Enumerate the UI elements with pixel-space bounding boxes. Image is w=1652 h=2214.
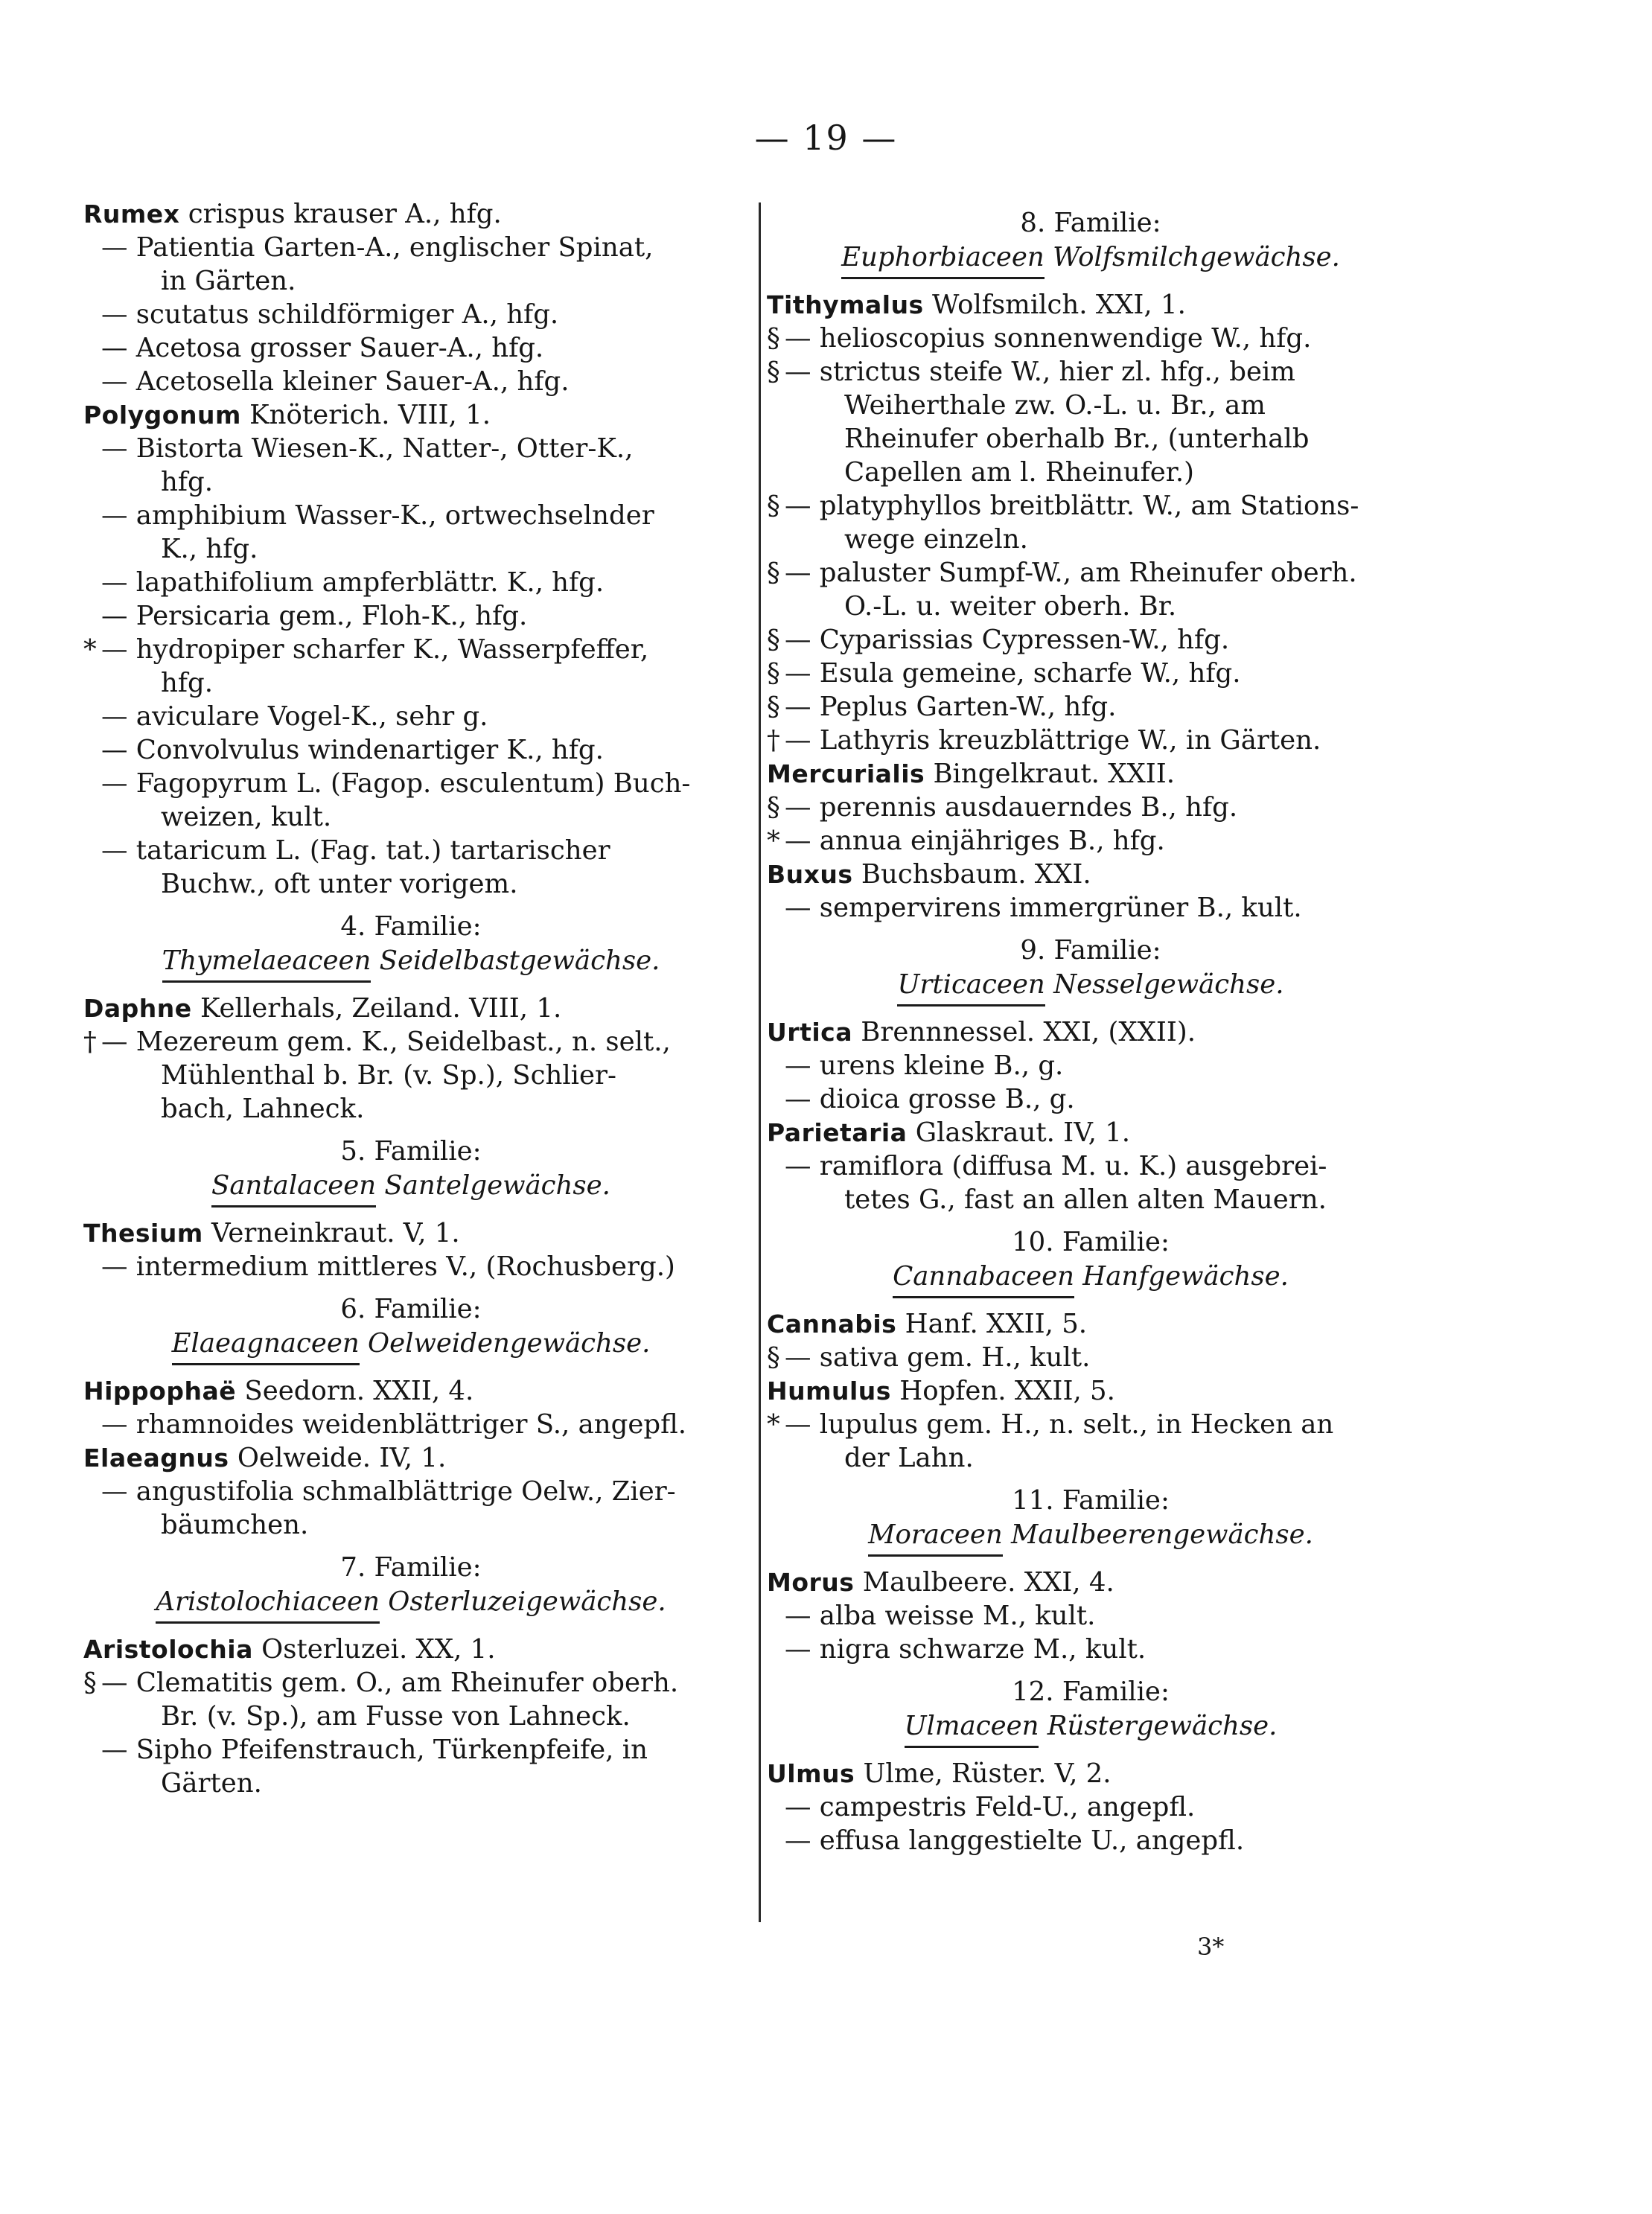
status-mark: § xyxy=(767,558,780,588)
genus-entry xyxy=(767,1566,1415,1599)
genus-name: Rumex xyxy=(83,200,180,229)
species-text: ramiflora (diffusa M. u. K.) ausgebrei- xyxy=(819,1151,1327,1181)
ditto-dash: — xyxy=(101,333,128,363)
column-divider xyxy=(759,202,761,1922)
species-text: Lathyris kreuzblättrige W., in Gärten. xyxy=(819,725,1321,756)
species-entry xyxy=(83,599,739,633)
status-mark: § xyxy=(767,625,780,655)
genus-description: Seedorn. XXII, 4. xyxy=(244,1376,474,1406)
ditto-dash: — xyxy=(101,634,128,665)
ditto-dash: — xyxy=(785,1792,811,1822)
genus-entry xyxy=(767,1307,1415,1341)
family-heading xyxy=(767,1517,1415,1557)
genus-name: Cannabis xyxy=(767,1309,897,1339)
continuation-line: Weiherthale zw. O.-L. u. Br., am xyxy=(844,390,1266,421)
genus-description: Glaskraut. IV, 1. xyxy=(915,1117,1131,1148)
ditto-dash: — xyxy=(101,1735,128,1765)
genus-description: Knöterich. VIII, 1. xyxy=(249,400,491,430)
family-german-name: Santelgewächse. xyxy=(384,1170,610,1201)
status-mark: § xyxy=(767,491,780,521)
species-entry xyxy=(83,1733,739,1767)
status-mark: § xyxy=(767,1342,780,1373)
genus-description: Hopfen. XXII, 5. xyxy=(899,1376,1115,1406)
species-text: Acetosa grosser Sauer-A., hfg. xyxy=(135,333,544,363)
genus-entry xyxy=(767,757,1415,791)
family-german-name: Hanfgewächse. xyxy=(1082,1261,1289,1292)
genus-description: Oelweide. IV, 1. xyxy=(237,1443,447,1473)
ditto-dash: — xyxy=(101,835,128,866)
ditto-dash: — xyxy=(785,357,811,387)
species-text: lapathifolium ampferblättr. K., hfg. xyxy=(135,567,605,598)
species-entry xyxy=(83,1666,739,1700)
species-text: aviculare Vogel-K., sehr g. xyxy=(135,701,488,732)
genus-name: Ulmus xyxy=(767,1759,855,1788)
genus-entry xyxy=(767,1757,1415,1790)
status-mark: § xyxy=(767,792,780,823)
status-mark: § xyxy=(767,357,780,387)
family-number: 8. Familie: xyxy=(1020,208,1161,238)
family-heading xyxy=(767,240,1415,279)
genus-entry xyxy=(83,1633,739,1666)
species-text: Esula gemeine, scharfe W., hfg. xyxy=(819,658,1241,689)
genus-name: Buxus xyxy=(767,860,853,889)
genus-description: crispus krauser A., hfg. xyxy=(188,199,502,229)
species-entry xyxy=(83,700,739,733)
status-mark: * xyxy=(767,826,780,856)
ditto-dash: — xyxy=(785,725,811,756)
status-mark: § xyxy=(767,692,780,722)
ditto-dash: — xyxy=(101,601,128,631)
species-entry xyxy=(83,331,739,365)
genus-name: Tithymalus xyxy=(767,290,924,319)
family-heading xyxy=(767,1709,1415,1748)
printer-signature: 3* xyxy=(1197,1933,1225,1961)
genus-entry xyxy=(83,197,739,231)
species-entry xyxy=(767,489,1415,523)
species-text: Sipho Pfeifenstrauch, Türkenpfeife, in xyxy=(135,1735,648,1765)
species-entry xyxy=(83,231,739,264)
family-heading xyxy=(83,1168,739,1208)
species-entry xyxy=(83,1475,739,1508)
species-text: Fagopyrum L. (Fagop. esculentum) Buch- xyxy=(135,768,691,799)
species-text: Convolvulus windenartiger K., hfg. xyxy=(135,735,604,765)
ditto-dash: — xyxy=(101,1251,128,1282)
family-heading xyxy=(83,1584,739,1624)
species-entry xyxy=(767,1599,1415,1633)
genus-name: Morus xyxy=(767,1568,855,1597)
family-number: 11. Familie: xyxy=(1012,1485,1170,1516)
ditto-dash: — xyxy=(785,1601,811,1631)
species-text: Patientia Garten-A., englischer Spinat, xyxy=(135,232,654,263)
family-heading xyxy=(83,943,739,983)
species-text: Bistorta Wiesen-K., Natter-, Otter-K., xyxy=(135,433,634,464)
status-mark: * xyxy=(83,634,97,665)
continuation-line: K., hfg. xyxy=(161,534,258,564)
status-mark: § xyxy=(767,323,780,354)
continuation-line: O.-L. u. weiter oberh. Br. xyxy=(844,591,1177,622)
species-text: Mezereum gem. K., Seidelbast., n. selt., xyxy=(135,1027,671,1057)
species-entry xyxy=(83,298,739,331)
family-latin-name: Urticaceen xyxy=(897,967,1045,1006)
genus-entry xyxy=(83,398,739,432)
continuation-line: Mühlenthal b. Br. (v. Sp.), Schlier- xyxy=(161,1060,617,1091)
genus-name: Humulus xyxy=(767,1376,891,1406)
species-entry xyxy=(767,1790,1415,1824)
family-latin-name: Ulmaceen xyxy=(905,1709,1039,1748)
species-entry xyxy=(767,556,1415,590)
genus-name: Hippophaë xyxy=(83,1376,237,1406)
genus-entry xyxy=(83,1216,739,1250)
ditto-dash: — xyxy=(785,1409,811,1440)
ditto-dash: — xyxy=(101,366,128,397)
family-latin-name: Euphorbiaceen xyxy=(841,240,1045,279)
ditto-dash: — xyxy=(101,1668,128,1698)
genus-name: Aristolochia xyxy=(83,1635,253,1664)
species-text: rhamnoides weidenblättriger S., angepfl. xyxy=(135,1409,687,1440)
genus-entry xyxy=(767,1015,1415,1049)
family-german-name: Rüstergewächse. xyxy=(1047,1711,1278,1741)
family-number: 5. Familie: xyxy=(340,1136,482,1167)
ditto-dash: — xyxy=(785,1084,811,1114)
species-entry xyxy=(767,355,1415,389)
species-entry xyxy=(767,657,1415,690)
genus-name: Elaeagnus xyxy=(83,1443,229,1473)
continuation-line: weizen, kult. xyxy=(161,802,332,832)
ditto-dash: — xyxy=(785,625,811,655)
species-entry xyxy=(83,1250,739,1283)
continuation-line: Rheinufer oberhalb Br., (unterhalb xyxy=(844,424,1310,454)
species-entry xyxy=(767,891,1415,925)
species-text: campestris Feld-U., angepfl. xyxy=(819,1792,1196,1822)
species-entry xyxy=(767,1408,1415,1441)
species-text: angustifolia schmalblättrige Oelw., Zier- xyxy=(135,1476,676,1507)
genus-name: Polygonum xyxy=(83,401,241,430)
genus-name: Parietaria xyxy=(767,1118,908,1147)
genus-entry xyxy=(767,1116,1415,1149)
ditto-dash: — xyxy=(101,433,128,464)
species-text: sempervirens immergrüner B., kult. xyxy=(819,893,1302,923)
species-text: amphibium Wasser-K., ortwechselnder xyxy=(135,500,654,531)
ditto-dash: — xyxy=(101,232,128,263)
left-column xyxy=(83,197,739,1800)
family-german-name: Seidelbastgewächse. xyxy=(379,945,660,976)
species-entry xyxy=(767,690,1415,724)
species-entry xyxy=(767,1149,1415,1183)
family-number: 12. Familie: xyxy=(1012,1677,1170,1707)
species-text: dioica grosse B., g. xyxy=(819,1084,1075,1114)
species-text: nigra schwarze M., kult. xyxy=(819,1634,1146,1665)
genus-description: Brennnessel. XXI, (XXII). xyxy=(861,1017,1196,1047)
family-german-name: Wolfsmilchgewächse. xyxy=(1053,242,1340,272)
ditto-dash: — xyxy=(785,658,811,689)
continuation-line: tetes G., fast an allen alten Mauern. xyxy=(844,1184,1327,1215)
genus-entry xyxy=(767,288,1415,322)
species-entry xyxy=(83,733,739,767)
ditto-dash: — xyxy=(785,1151,811,1181)
continuation-line: hfg. xyxy=(161,668,214,698)
family-number: 9. Familie: xyxy=(1020,935,1161,966)
ditto-dash: — xyxy=(785,692,811,722)
status-mark: † xyxy=(767,725,780,756)
genus-entry xyxy=(83,992,739,1025)
species-entry xyxy=(83,834,739,867)
species-text: Clematitis gem. O., am Rheinufer oberh. xyxy=(135,1668,679,1698)
species-entry xyxy=(83,1025,739,1059)
family-latin-name: Cannabaceen xyxy=(893,1259,1074,1298)
species-text: urens kleine B., g. xyxy=(819,1050,1064,1081)
family-number: 10. Familie: xyxy=(1012,1227,1170,1257)
page-number: — 19 — xyxy=(754,118,898,158)
family-number: 4. Familie: xyxy=(340,911,482,942)
genus-name: Daphne xyxy=(83,994,192,1023)
continuation-line: Br. (v. Sp.), am Fusse von Lahneck. xyxy=(161,1701,631,1732)
status-mark: * xyxy=(767,1409,780,1440)
family-heading xyxy=(83,1326,739,1365)
species-entry xyxy=(767,1824,1415,1857)
family-heading xyxy=(767,967,1415,1006)
family-latin-name: Aristolochiaceen xyxy=(156,1584,380,1624)
ditto-dash: — xyxy=(101,1476,128,1507)
genus-entry xyxy=(767,1374,1415,1408)
genus-name: Mercurialis xyxy=(767,759,925,788)
species-text: Persicaria gem., Floh-K., hfg. xyxy=(135,601,528,631)
family-latin-name: Thymelaeaceen xyxy=(162,943,371,983)
species-entry xyxy=(767,791,1415,824)
species-entry xyxy=(767,623,1415,657)
status-mark: § xyxy=(83,1668,97,1698)
continuation-line: Buchw., oft unter vorigem. xyxy=(161,869,518,899)
continuation-line: wege einzeln. xyxy=(844,524,1028,555)
continuation-line: Gärten. xyxy=(161,1768,262,1799)
family-number: 6. Familie: xyxy=(340,1294,482,1324)
family-german-name: Nesselgewächse. xyxy=(1053,969,1284,1000)
genus-description: Maulbeere. XXI, 4. xyxy=(862,1567,1114,1598)
ditto-dash: — xyxy=(101,500,128,531)
genus-description: Verneinkraut. V, 1. xyxy=(211,1218,460,1248)
species-entry xyxy=(767,1049,1415,1082)
species-text: perennis ausdauerndes B., hfg. xyxy=(819,792,1238,823)
species-text: alba weisse M., kult. xyxy=(819,1601,1096,1631)
species-text: scutatus schildförmiger A., hfg. xyxy=(135,299,559,330)
genus-description: Kellerhals, Zeiland. VIII, 1. xyxy=(200,993,562,1024)
genus-description: Ulme, Rüster. V, 2. xyxy=(863,1758,1112,1789)
genus-description: Hanf. XXII, 5. xyxy=(905,1309,1088,1339)
ditto-dash: — xyxy=(101,1027,128,1057)
species-entry xyxy=(767,724,1415,757)
continuation-line: hfg. xyxy=(161,467,214,497)
species-text: hydropiper scharfer K., Wasserpfeffer, xyxy=(135,634,649,665)
family-latin-name: Santalaceen xyxy=(211,1168,376,1208)
family-number: 7. Familie: xyxy=(340,1552,482,1583)
family-latin-name: Elaeagnaceen xyxy=(172,1326,360,1365)
species-text: Cyparissias Cypressen-W., hfg. xyxy=(819,625,1230,655)
species-text: sativa gem. H., kult. xyxy=(819,1342,1091,1373)
ditto-dash: — xyxy=(785,1634,811,1665)
family-german-name: Oelweidengewächse. xyxy=(368,1328,651,1359)
species-text: tataricum L. (Fag. tat.) tartarischer xyxy=(135,835,610,866)
ditto-dash: — xyxy=(101,567,128,598)
status-mark: † xyxy=(83,1027,97,1057)
species-entry xyxy=(83,432,739,465)
continuation-line: der Lahn. xyxy=(844,1443,974,1473)
species-entry xyxy=(83,566,739,599)
species-text: lupulus gem. H., n. selt., in Hecken an xyxy=(819,1409,1334,1440)
genus-entry xyxy=(767,858,1415,891)
species-entry xyxy=(767,322,1415,355)
species-entry xyxy=(83,767,739,800)
genus-entry xyxy=(83,1441,739,1475)
ditto-dash: — xyxy=(101,768,128,799)
ditto-dash: — xyxy=(785,558,811,588)
ditto-dash: — xyxy=(785,792,811,823)
species-entry xyxy=(83,633,739,666)
species-entry xyxy=(83,365,739,398)
species-entry xyxy=(767,1082,1415,1116)
genus-description: Bingelkraut. XXII. xyxy=(933,759,1176,789)
continuation-line: bach, Lahneck. xyxy=(161,1094,365,1124)
ditto-dash: — xyxy=(785,1825,811,1856)
species-text: paluster Sumpf-W., am Rheinufer oberh. xyxy=(819,558,1357,588)
species-text: Peplus Garten-W., hfg. xyxy=(819,692,1117,722)
genus-name: Urtica xyxy=(767,1018,852,1047)
species-entry xyxy=(83,1408,739,1441)
ditto-dash: — xyxy=(785,826,811,856)
status-mark: § xyxy=(767,658,780,689)
ditto-dash: — xyxy=(785,893,811,923)
ditto-dash: — xyxy=(101,701,128,732)
ditto-dash: — xyxy=(101,1409,128,1440)
family-german-name: Osterluzeigewächse. xyxy=(388,1586,666,1617)
continuation-line: in Gärten. xyxy=(161,266,296,296)
species-entry xyxy=(767,1633,1415,1666)
ditto-dash: — xyxy=(785,323,811,354)
species-text: Acetosella kleiner Sauer-A., hfg. xyxy=(135,366,570,397)
genus-description: Osterluzei. XX, 1. xyxy=(261,1634,496,1665)
species-text: effusa langgestielte U., angepfl. xyxy=(819,1825,1245,1856)
continuation-line: Capellen am l. Rheinufer.) xyxy=(844,457,1194,488)
species-entry xyxy=(767,824,1415,858)
species-text: helioscopius sonnenwendige W., hfg. xyxy=(819,323,1312,354)
family-latin-name: Moraceen xyxy=(868,1517,1003,1557)
continuation-line: bäumchen. xyxy=(161,1510,309,1540)
family-heading xyxy=(767,1259,1415,1298)
family-german-name: Maulbeerengewächse. xyxy=(1011,1519,1313,1550)
species-text: intermedium mittleres V., (Rochusberg.) xyxy=(135,1251,675,1282)
right-column xyxy=(767,197,1415,1857)
genus-entry xyxy=(83,1374,739,1408)
species-text: platyphyllos breitblättr. W., am Stations- xyxy=(819,491,1359,521)
ditto-dash: — xyxy=(785,1342,811,1373)
ditto-dash: — xyxy=(101,299,128,330)
species-entry xyxy=(83,499,739,532)
ditto-dash: — xyxy=(785,491,811,521)
ditto-dash: — xyxy=(785,1050,811,1081)
genus-name: Thesium xyxy=(83,1219,203,1248)
species-text: strictus steife W., hier zl. hfg., beim xyxy=(819,357,1295,387)
genus-description: Buchsbaum. XXI. xyxy=(861,859,1091,890)
species-entry xyxy=(767,1341,1415,1374)
genus-description: Wolfsmilch. XXI, 1. xyxy=(932,290,1186,320)
species-text: annua einjähriges B., hfg. xyxy=(819,826,1165,856)
ditto-dash: — xyxy=(101,735,128,765)
